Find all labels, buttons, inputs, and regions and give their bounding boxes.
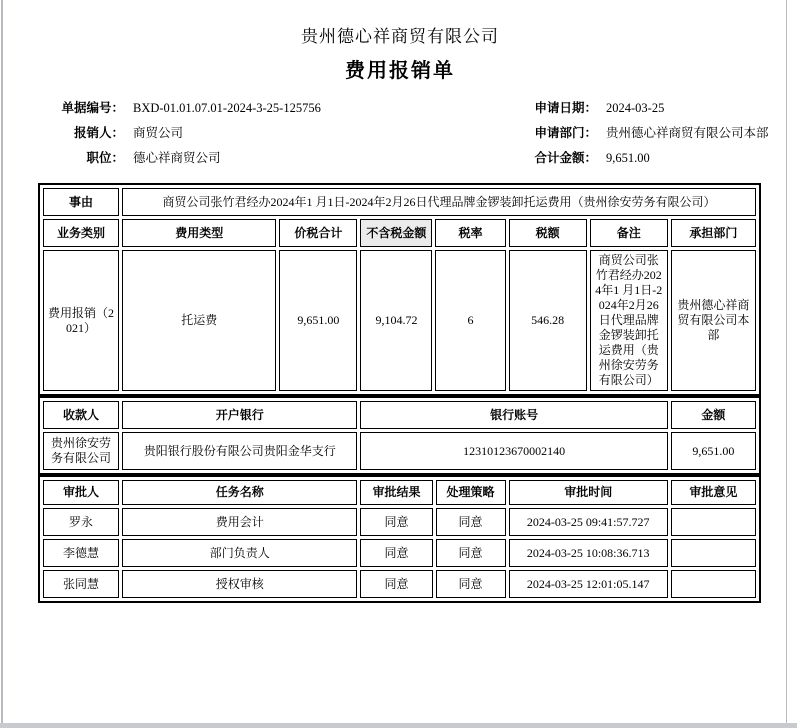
field-apply-department <box>515 123 769 148</box>
col-header-strategy: 处理策略 <box>436 480 506 505</box>
cell-strategy: 同意 <box>436 570 506 598</box>
field-label: 单据编号： <box>61 101 124 115</box>
cell-approver: 张同慧 <box>43 570 119 598</box>
expense-data-row <box>43 250 756 391</box>
expense-table <box>38 183 761 396</box>
cell-department: 贵州德心祥商贸有限公司本部 <box>671 250 756 391</box>
cell-result: 同意 <box>360 539 432 567</box>
reason-label: 事由 <box>43 188 119 216</box>
reason-row <box>43 188 756 216</box>
approval-table <box>38 475 761 603</box>
cell-bank: 贵阳银行股份有限公司贵阳金华支行 <box>122 432 357 470</box>
field-value: 9,651.00 <box>606 151 650 165</box>
col-header-time: 审批时间 <box>509 480 668 505</box>
col-header-remark: 备注 <box>590 219 668 247</box>
meta-fields <box>38 98 769 173</box>
col-header-amount-without-tax[interactable]: 不含税金额 <box>360 219 432 247</box>
cell-tax-rate: 6 <box>435 250 505 391</box>
col-header-account: 银行账号 <box>360 401 667 429</box>
approval-row <box>43 539 756 567</box>
meta-right-column <box>515 98 769 173</box>
field-value: 2024-03-25 <box>606 101 665 115</box>
cell-time: 2024-03-25 10:08:36.713 <box>509 539 668 567</box>
document-page <box>3 0 786 722</box>
reason-value: 商贸公司张竹君经办2024年1 月1日-2024年2月26日代理品牌金锣装卸托运费用（贵州徐安劳务有限公司） <box>122 188 756 216</box>
cell-approver: 罗永 <box>43 508 119 536</box>
field-value: 德心祥商贸公司 <box>133 151 221 165</box>
field-value: 贵州德心祥商贸有限公司本部 <box>606 126 769 140</box>
page-border-left <box>1 0 3 723</box>
page-border-right <box>786 0 787 723</box>
col-header-department: 承担部门 <box>671 219 756 247</box>
field-value: BXD-01.01.07.01-2024-3-25-125756 <box>133 101 321 115</box>
cell-time: 2024-03-25 09:41:57.727 <box>509 508 668 536</box>
payee-data-row <box>43 432 756 470</box>
cell-opinion <box>671 539 756 567</box>
col-header-result: 审批结果 <box>360 480 432 505</box>
col-header-amount: 金额 <box>671 401 756 429</box>
cell-tax-amount: 546.28 <box>509 250 587 391</box>
cell-payee: 贵州徐安劳务有限公司 <box>43 432 119 470</box>
cell-time: 2024-03-25 12:01:05.147 <box>509 570 668 598</box>
field-document-number <box>38 98 515 123</box>
page-border-bottom <box>0 723 797 728</box>
document-header <box>38 22 762 83</box>
cell-task: 费用会计 <box>122 508 357 536</box>
field-label: 申请日期： <box>534 101 597 115</box>
cell-business-type: 费用报销（2021） <box>43 250 119 391</box>
col-header-approver: 审批人 <box>43 480 119 505</box>
col-header-payee: 收款人 <box>43 401 119 429</box>
cell-opinion <box>671 508 756 536</box>
approval-row <box>43 570 756 598</box>
cell-amount-without-tax: 9,104.72 <box>360 250 432 391</box>
payee-header-row <box>43 401 756 429</box>
approval-row <box>43 508 756 536</box>
field-apply-date <box>515 98 769 123</box>
field-position <box>38 148 515 173</box>
payee-table <box>38 396 761 475</box>
field-reimburser <box>38 123 515 148</box>
col-header-bank: 开户银行 <box>122 401 357 429</box>
cell-amount-with-tax: 9,651.00 <box>279 250 357 391</box>
field-label: 合计金额： <box>534 151 597 165</box>
company-title: 贵州德心祥商贸有限公司 <box>301 27 499 46</box>
field-value: 商贸公司 <box>133 126 184 140</box>
cell-remark: 商贸公司张竹君经办2024年1 月1日-2024年2月26日代理品牌金锣装卸托运费用（贵州徐安劳务有限公司） <box>590 250 668 391</box>
approval-header-row <box>43 480 756 505</box>
cell-approver: 李德慧 <box>43 539 119 567</box>
field-label: 申请部门： <box>534 126 597 140</box>
col-header-task: 任务名称 <box>122 480 357 505</box>
col-header-expense-type: 费用类型 <box>122 219 276 247</box>
cell-task: 授权审核 <box>122 570 357 598</box>
field-label: 职位： <box>86 151 124 165</box>
col-header-opinion: 审批意见 <box>671 480 756 505</box>
form-title: 费用报销单 <box>345 60 455 82</box>
meta-left-column <box>38 98 515 173</box>
cell-task: 部门负责人 <box>122 539 357 567</box>
col-header-amount-with-tax: 价税合计 <box>279 219 357 247</box>
col-header-business-type: 业务类别 <box>43 219 119 247</box>
field-total-amount <box>515 148 769 173</box>
cell-account: 12310123670002140 <box>360 432 667 470</box>
field-label: 报销人： <box>73 126 124 140</box>
col-header-tax-amount: 税额 <box>509 219 587 247</box>
cell-expense-type: 托运费 <box>122 250 276 391</box>
cell-strategy: 同意 <box>436 539 506 567</box>
col-header-tax-rate: 税率 <box>435 219 505 247</box>
cell-result: 同意 <box>360 570 432 598</box>
expense-header-row <box>43 219 756 247</box>
cell-strategy: 同意 <box>436 508 506 536</box>
cell-result: 同意 <box>360 508 432 536</box>
cell-opinion <box>671 570 756 598</box>
cell-amount: 9,651.00 <box>671 432 756 470</box>
